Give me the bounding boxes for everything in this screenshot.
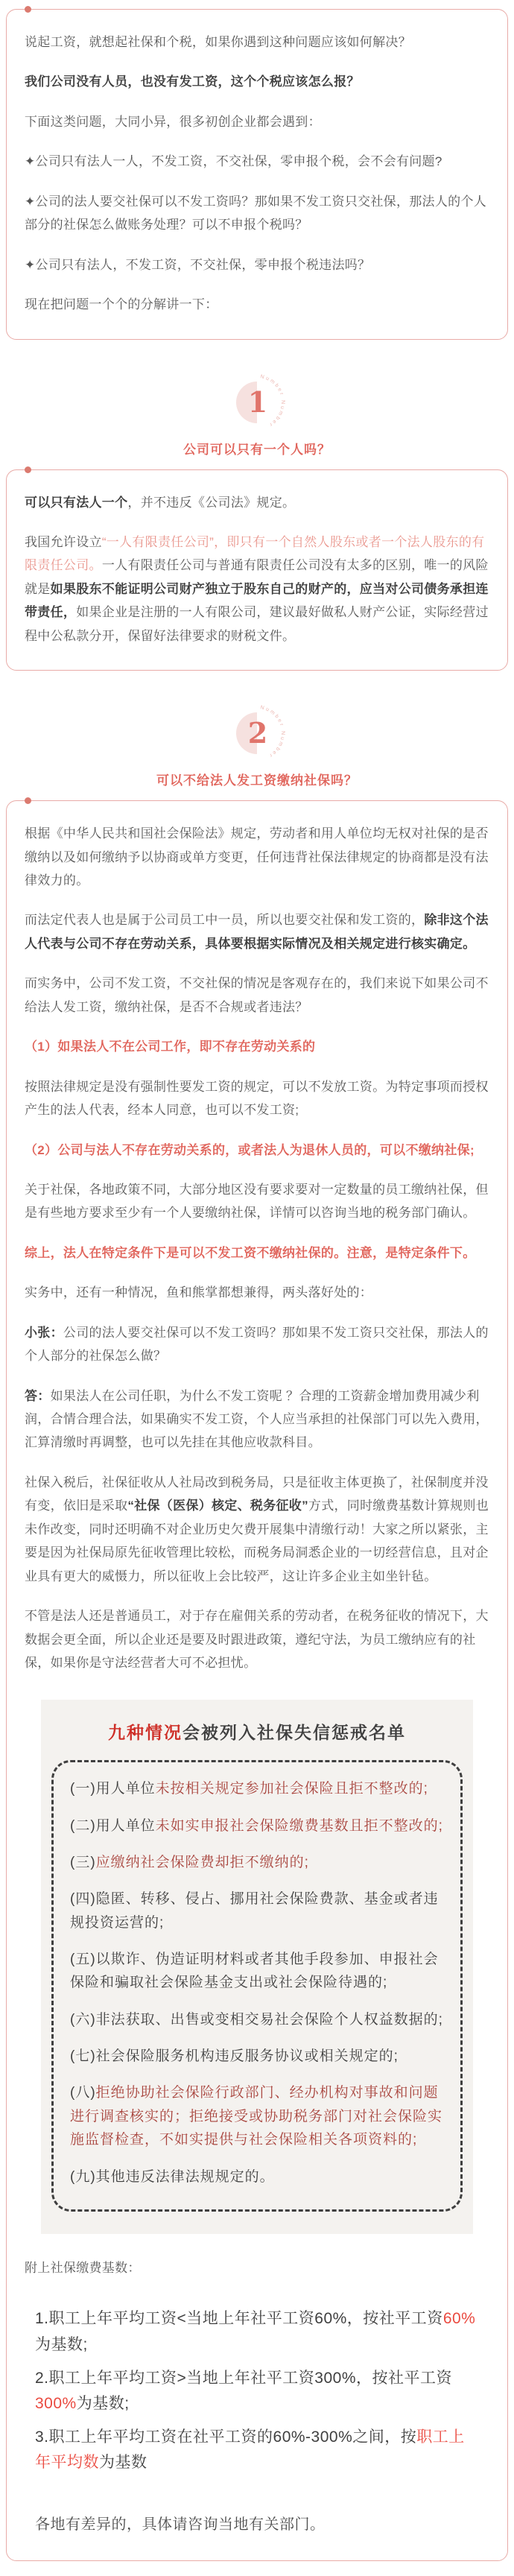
intro-bullet-item: ✦公司只有法人，不发工资，不交社保，零申报个税违法吗？ [25,257,371,272]
intro-bullet-item: ✦公司只有法人一人，不发工资，不交社保，零申报个税，会不会有问题? [25,154,442,169]
section-2-header [0,705,514,788]
blacklist-item: (三)应缴纳社会保险费却拒不缴纳的; [70,1855,309,1871]
blacklist-item: (五)以欺诈、伪造证明材料或者其他手段参加、申报社会保险和骗取社会保险基金支出或社会保险待遇的; [70,1952,439,1991]
intro-paragraph-question: 我们公司没有人员，也没有发工资，这个个税应该怎么报？ [25,75,360,89]
blacklist-item: (四)隐匿、转移、侵占、挪用社会保险费款、基金或者违规投资运营的; [70,1891,439,1931]
number-badge-graphic [229,374,285,431]
intro-paragraph: 现在把问题一个个的分解讲一下： [25,297,218,312]
paragraph: 可以只有法人一个，并不违反《公司法》规定。 [25,495,296,510]
paragraph: 而实务中，公司不发工资，不交社保的情况是客观存在的，我们来说下如果公司不给法人发工资，缴纳社保，是否不合规或者违法？ [25,976,489,1014]
intro-bullet-item: ✦公司的法人要交社保可以不发工资吗？那如果不发工资只交社保，那法人的个人部分的社保怎么做账务处理？可以不申报个税吗？ [25,194,487,232]
section-1-header [0,374,514,458]
blacklist-item: (二)用人单位未如实申报社会保险缴费基数且拒不整改的; [70,1817,443,1834]
blacklist-item: (九)其他违反法律法规规定的。 [70,2168,275,2185]
section-2-title: 可以不给法人发工资缴纳社保吗？ [156,773,358,788]
blacklist-item: (一)用人单位未按相关规定参加社会保险且拒不整改的; [70,1781,428,1797]
section-number: 2 [247,716,268,750]
blacklist-item: (七)社会保险服务机构违反服务协议或相关规定的; [70,2048,399,2065]
section-number-badge [229,705,285,762]
paragraph: 根据《中华人民共和国社会保险法》规定，劳动者和用人单位均无权对社保的是否缴纳以及如何缴纳予以协商或单方变更，任何违背社保法律规定的协商都是没有法律效力的。 [25,826,489,887]
dialog-answer: 答：如果法人在公司任职，为什么不发工资呢 ？合理的工资薪金增加费用减少利润，合情合理合法，如果确实不发工资，个人应当承担的社保部门可以先入费用，汇算清缴时再调整，也可以先挂在其他应收款科目。 [25,1388,489,1450]
base-list-embedded-image [29,2296,485,2487]
base-note: 附上社保缴费基数： [25,2260,141,2275]
subheading-red: （1）如果法人不在公司工作，即不存在劳动关系的 [25,1039,316,1054]
section-number-badge [229,374,285,431]
svg-text:Number Number: Number Number [259,373,285,428]
intro-card [6,9,508,340]
blacklist-title: 九种情况会被列入社保失信惩戒名单 [108,1723,406,1743]
section-2-card [6,800,508,2561]
svg-text:Number Number: Number Number [259,705,285,759]
base-list-item: 3.职工上年平均工资在社平工资的60%-300%之间，按职工上年平均数为基数 [35,2428,465,2472]
paragraph: 不管是法人还是普通员工，对于存在雇佣关系的劳动者，在税务征收的情况下，大数据会更全面，所以企业还是要及时跟进政策，遵纪守法，为员工缴纳应有的社保，如果你是守法经营者大可不必担忧。 [25,1609,489,1670]
paragraph: 我国允许设立“一人有限责任公司”，即只有一个自然人股东或者一个法人股东的有限责任公司。一人有限责任公司与普通有限责任公司没有太多的区别，唯一的风险就是如果股东不能证明公司财产独立于股东自己的财产的，应当对公司债务承担连带责任，如果企业是注册的一人有限公司，建议最好做私人财产公证，实际经营过程中公私款分开，保留好法律要求的财税文件。 [25,534,489,643]
blacklist-item: (六)非法获取、出售或变相交易社会保险个人权益数据的; [70,2011,443,2028]
paragraph: 关于社保，各地政策不同，大部分地区没有要求要对一定数量的员工缴纳社保，但是有些地方要求至少有一个人要缴纳社保，详情可以咨询当地的税务部门确认。 [25,1182,489,1221]
paragraph: 而法定代表人也是属于公司员工中一员，所以也要交社保和发工资的，除非这个法人代表与公司不存在劳动关系，具体要根据实际情况及相关规定进行核实确定。 [25,913,489,951]
base-list-item: 1.职工上年平均工资<当地上年社平工资60%，按社平工资60%为基数; [35,2310,476,2353]
paragraph: 社保入税后，社保征收从人社局改到税务局，只是征收主体更换了，社保制度并没有变，依旧是采取“社保（医保）核定、税务征收”方式，同时缴费基数计算规则也未作改变，同时还明确不对企业历史欠费开展集中清缴行动！大家之所以紧张，主要是因为社保局原先征收管理比较松，而税务局洞悉企业的一切经营信息，且对企业具有更大的威慑力，所以征收上会比较严，这让许多企业主如坐针毡。 [25,1475,489,1583]
intro-paragraph: 说起工资，就想起社保和个税，如果你遇到这种问题应该如何解决？ [25,35,411,49]
number-badge-graphic [229,705,285,762]
blacklist-list [51,1760,463,2211]
section-1-title: 公司可以只有一个人吗？ [183,442,331,457]
paragraph: 按照法律规定是没有强制性要发工资的规定，可以不发放工资。为特定事项而授权产生的法人代表，经本人同意，也可以不发工资; [25,1079,489,1118]
section-number: 1 [247,384,268,419]
paragraph: 实务中，还有一种情况，鱼和熊掌都想兼得，两头落好处的： [25,1285,373,1300]
blacklist-embedded-image [41,1700,473,2233]
section-1-card [6,469,508,671]
blacklist-item: (八)拒绝协助社会保险行政部门、经办机构对事故和问题进行调查核实的；拒绝接受或协助税务部门对社会保险实施监督检查，不如实提供与社会保险相关各项资料的; [70,2085,443,2148]
intro-paragraph: 下面这类问题，大同小异，很多初创企业都会遇到： [25,114,321,129]
base-footer: 各地有差异的，具体请咨询当地有关部门。 [35,2516,326,2534]
subheading-red: （2）公司与法人不存在劳动关系的，或者法人为退休人员的，可以不缴纳社保; [25,1142,475,1157]
dialog-question: 小张：公司的法人要交社保可以不发工资吗？那如果不发工资只交社保，那法人的个人部分的社保怎么做？ [25,1325,489,1364]
base-list-item: 2.职工上年平均工资>当地上年社平工资300%，按社平工资300%为基数; [35,2369,452,2413]
conclusion-red: 综上，法人在特定条件下是可以不发工资不缴纳社保的。注意，是特定条件下。 [25,1245,476,1260]
